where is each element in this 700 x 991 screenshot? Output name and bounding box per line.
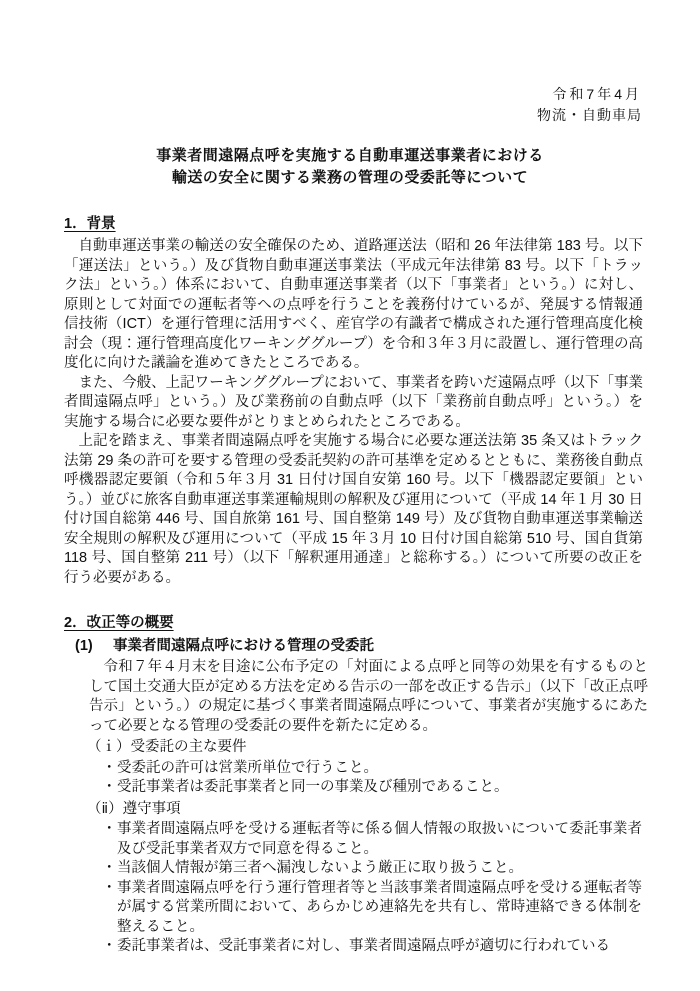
section2-heading bbox=[64, 613, 700, 633]
item-ii-bullet-list bbox=[102, 820, 642, 957]
document-title-line2: 輸送の安全に関する業務の管理の受委託等について bbox=[171, 169, 529, 186]
section1-heading bbox=[64, 214, 700, 234]
section2-heading-text: 2．改正等の概要 bbox=[64, 615, 174, 631]
list-item bbox=[102, 937, 642, 957]
section1-paragraph-2: また、今般、上記ワーキンググループにおいて、事業者を跨いだ遠隔点呼（以下「事業者間遠隔点呼」という。）及び業務前の自動点呼（以下「業務前自動点呼」という。）を実施する場合に必要な要件がとりまとめられたところである。 bbox=[64, 374, 643, 430]
bullet-text: 委託事業者は、受託事業者に対し、事業者間遠隔点呼が適切に行われている bbox=[117, 938, 610, 954]
list-item bbox=[102, 859, 642, 879]
document-title-line1: 事業者間遠隔点呼を実施する自動車運送事業者における bbox=[156, 147, 544, 164]
section1-paragraph-3: 上記を踏まえ、事業者間遠隔点呼を実施する場合に必要な運送法第 35 条又はトラック法第 29 条の許可を要する管理の受委託契約の許可基準を定めるとともに、業務後自動点呼機器認定要領（令和５年３月 31 日付け国自安第 160 号。以下「機器認定要領」という。）並びに旅客自動車運送事業運輸規則の解釈及び運用について（平成 14 年１月 30 日付け国自総第 446 号、国自旅第 161 号、国自整第 149 号）及び貨物自動車運送事業輸送安全規則の解釈及び運用について（平成 15 年３月 10 日付け国自総第 510 号、国自貨第 118 号、国自整第 211 号）（以下「解釈運用通達」と総称する。）について所要の改正を行う必要がある。 bbox=[64, 433, 643, 586]
bullet-icon: ・ bbox=[102, 779, 117, 795]
section2-sub1-heading bbox=[75, 636, 700, 656]
document-bureau: 物流・自動車局 bbox=[537, 107, 642, 123]
section2-sub1-paragraph: 令和７年４月末を目途に公布予定の「対面による点呼と同等の効果を有するものとして国土交通大臣が定める方法を定める告示の一部を改正する告示」（以下「改正点呼告示」という。）の規定に基づく事業者間遠隔点呼について、事業者が実施するにあたって必要となる管理の受委託の要件を新たに定める。 bbox=[89, 659, 648, 734]
list-item bbox=[102, 820, 642, 859]
list-item bbox=[102, 879, 642, 938]
bullet-text: 受委託の許可は営業所単位で行うこと。 bbox=[117, 759, 378, 776]
bullet-text: 当該個人情報が第三者へ漏洩しないよう厳正に取り扱うこと。 bbox=[117, 860, 523, 876]
item-i-bullet-list bbox=[102, 759, 642, 798]
section2-sub1-title: 事業者間遠隔点呼における管理の受委託 bbox=[113, 638, 374, 654]
document-header bbox=[0, 0, 700, 126]
item-i-label: （ｉ）受委託の主な要件 bbox=[87, 739, 247, 755]
bullet-icon: ・ bbox=[102, 879, 117, 896]
bullet-icon: ・ bbox=[102, 860, 117, 876]
document-title bbox=[0, 145, 700, 189]
bullet-icon: ・ bbox=[102, 938, 117, 954]
section1-paragraph-1: 自動車運送事業の輸送の安全確保のため、道路運送法（昭和 26 年法律第 183 号。以下「運送法」という。）及び貨物自動車運送事業法（平成元年法律第 83 号。以下「トラック法」という。）体系において、自動車運送事業者（以下「事業者」という。）に対し、原則として対面での運転者等への点呼を行うことを義務付けているが、発展する情報通信技術（ICT）を運行管理に活用すべく、産官学の有識者で構成された運行管理高度化検討会（現：運行管理高度化ワーキンググループ）を令和３年３月に設置し、運行管理の高度化に向けた議論を進めてきたところである。 bbox=[64, 238, 643, 371]
section2-sub1-number: (1) bbox=[75, 638, 93, 654]
section1-heading-text: 1．背景 bbox=[64, 216, 116, 232]
bullet-icon: ・ bbox=[102, 821, 117, 837]
bullet-text: 受託事業者は委託事業者と同一の事業及び種別であること。 bbox=[117, 779, 509, 795]
list-item bbox=[102, 778, 642, 798]
item-ii-label: （ⅱ）遵守事項 bbox=[87, 800, 181, 817]
bullet-text: 事業者間遠隔点呼を行う運行管理者等と当該事業者間遠隔点呼を受ける運転者等が属する営業所間において、あらかじめ連絡先を共有し、常時連絡できる体制を整えること。 bbox=[117, 879, 642, 935]
bullet-icon: ・ bbox=[102, 759, 117, 776]
list-item bbox=[102, 759, 642, 779]
document-date: 令和7年4月 bbox=[552, 86, 642, 102]
bullet-text: 事業者間遠隔点呼を受ける運転者等に係る個人情報の取扱いについて委託事業者及び受託事業者双方で同意を得ること。 bbox=[117, 821, 642, 857]
